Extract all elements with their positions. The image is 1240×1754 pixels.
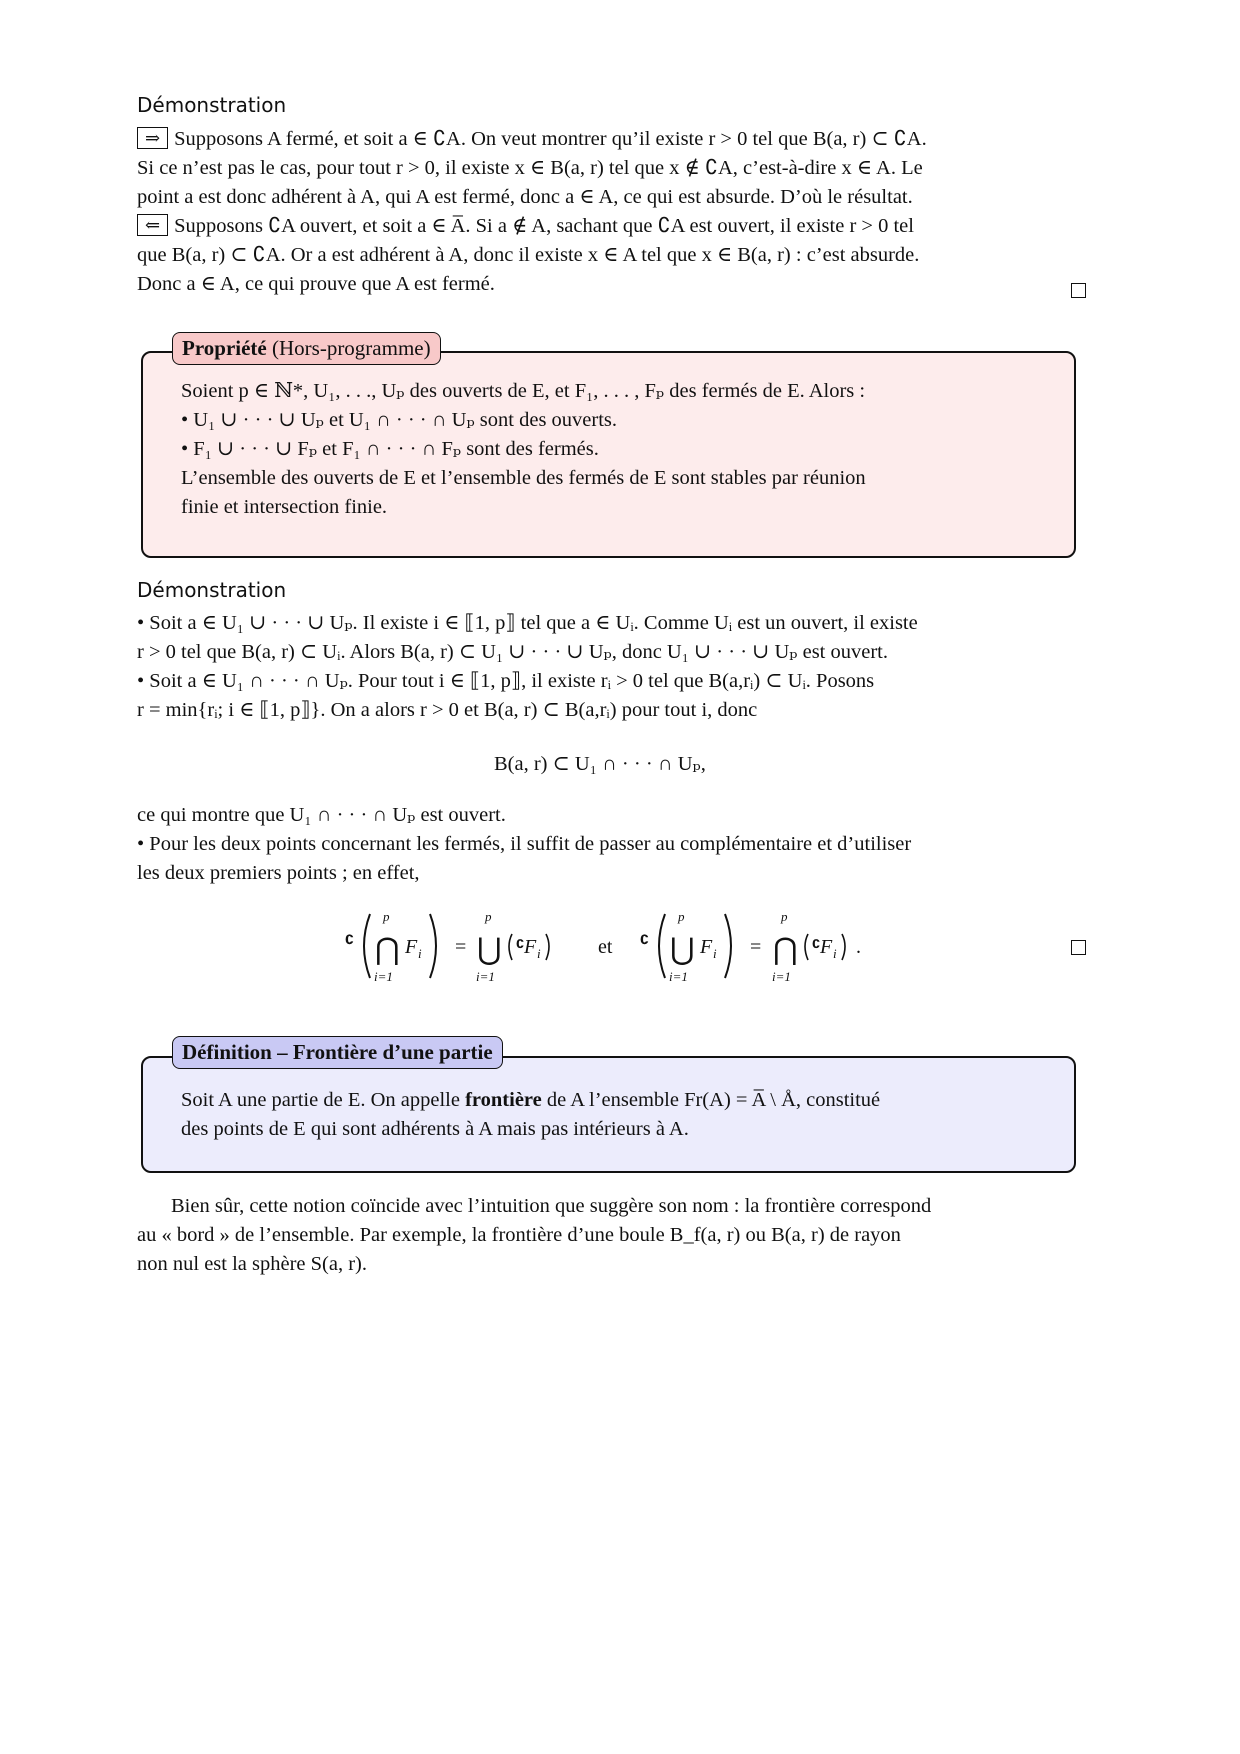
f-i: i: [713, 946, 717, 961]
demo1-line: [137, 125, 1087, 154]
paren-right: [725, 914, 731, 978]
definition-line: des points de E qui sont adhérents à A mais pas intérieurs à A.: [181, 1118, 689, 1140]
f-sup: p: [485, 909, 492, 924]
big-cup-icon: ⋃: [477, 933, 502, 966]
paren-left: [805, 934, 808, 960]
paren-left: [509, 934, 512, 960]
qed-square-icon: [1071, 283, 1086, 298]
definition-title-text: Définition – Frontière d’une partie: [182, 1040, 493, 1064]
definition-term: frontière: [465, 1089, 542, 1111]
complement-icon: ∁: [812, 937, 821, 951]
closing-paragraph: [137, 1192, 1087, 1279]
complement-icon: ∁: [345, 933, 355, 948]
paren-right: [546, 934, 549, 960]
complement-icon: ∁: [640, 933, 650, 948]
paren-right: [842, 934, 845, 960]
f-eq: =: [455, 936, 467, 958]
propriete-line: Soient p ∈ ℕ*, U₁, . . ., Uₚ des ouverts de E, et F₁, . . . , Fₚ des fermés de E. Alors :: [181, 380, 866, 402]
demo1-text: Supposons ∁A ouvert, et soit a ∈ A̅. Si a ∉ A, sachant que ∁A est ouvert, il existe r > 0 tel: [174, 215, 914, 237]
f-et: et: [598, 936, 613, 958]
closing-line: Bien sûr, cette notion coïncide avec l’intuition que suggère son nom : la frontière correspond: [171, 1195, 932, 1217]
big-cap-icon: ⋂: [375, 933, 400, 966]
big-cup-icon: ⋃: [670, 933, 695, 966]
complement-icon: ∁: [516, 937, 525, 951]
definition-line: [181, 1086, 1036, 1115]
demo1-line: que B(a, r) ⊂ ∁A. Or a est adhérent à A, donc il existe x ∈ A tel que x ∈ B(a, r) : c’est absurde.: [137, 244, 920, 266]
demo1-line: Donc a ∈ A, ce qui prouve que A est fermé.: [137, 273, 495, 295]
propriete-title: [172, 332, 441, 365]
f-sub: i=1: [669, 969, 688, 984]
propriete-bullet: • U₁ ∪ · · · ∪ Uₚ et U₁ ∩ · · · ∩ Uₚ sont des ouverts.: [181, 409, 618, 431]
demo1-line: point a est donc adhérent à A, qui A est fermé, donc a ∈ A, ce qui est absurde. D’où le résultat.: [137, 186, 913, 208]
f-sup: p: [678, 909, 685, 924]
paren-left: [659, 914, 665, 978]
definition-text: de A l’ensemble Fr(A) = A̅ \ Å, constitué: [541, 1089, 881, 1111]
demo2-paragraph-a: [137, 609, 1087, 725]
f-sub: i=1: [476, 969, 495, 984]
f-sup: p: [383, 909, 390, 924]
demo1-paragraph: [137, 125, 1087, 299]
f-F: F: [405, 936, 418, 958]
f-eq: =: [750, 936, 762, 958]
display-formula: B(a, r) ⊂ U₁ ∩ · · · ∩ Uₚ,: [494, 753, 706, 775]
demo-label: Démonstration: [137, 93, 287, 117]
demo1-text: Supposons A fermé, et soit a ∈ ∁A. On veut montrer qu’il existe r > 0 tel que B(a, r) ⊂ ∁A.: [174, 128, 927, 150]
propriete-line: L’ensemble des ouverts de E et l’ensemble des fermés de E sont stables par réunion: [181, 467, 866, 489]
implies-left-icon: ⇐: [137, 214, 168, 236]
complement-formula: [330, 906, 890, 986]
definition-content: [181, 1086, 1036, 1144]
demo2-line: les deux premiers points ; en effet,: [137, 862, 420, 884]
f-F: F: [700, 936, 713, 958]
implies-right-icon: ⇒: [137, 127, 168, 149]
propriete-title-rest: (Hors-programme): [272, 336, 431, 360]
paren-right: [430, 914, 436, 978]
f-end: .: [856, 936, 861, 958]
demo2-line: • Soit a ∈ U₁ ∪ · · · ∪ Uₚ. Il existe i ∈ ⟦1, p⟧ tel que a ∈ Uᵢ. Comme Uᵢ est un ouvert, il existe: [137, 612, 918, 634]
closing-line: non nul est la sphère S(a, r).: [137, 1253, 367, 1275]
qed-square-icon: [1071, 940, 1086, 955]
f-i: i: [418, 946, 422, 961]
f-i: i: [833, 946, 837, 961]
demo2-line: r = min{rᵢ; i ∈ ⟦1, p⟧}. On a alors r > 0 et B(a, r) ⊂ B(a,rᵢ) pour tout i, donc: [137, 699, 758, 721]
f-sub: i=1: [374, 969, 393, 984]
demo1-line: [137, 212, 1087, 241]
demo2-line: r > 0 tel que B(a, r) ⊂ Uᵢ. Alors B(a, r) ⊂ U₁ ∪ · · · ∪ Uₚ, donc U₁ ∪ · · · ∪ Uₚ est ouvert.: [137, 641, 888, 663]
closing-line: au « bord » de l’ensemble. Par exemple, la frontière d’une boule B_f(a, r) ou B(a, r) de rayon: [137, 1224, 901, 1246]
paren-left: [364, 914, 370, 978]
demo2-line: • Pour les deux points concernant les fermés, il suffit de passer au complémentaire et d’utiliser: [137, 833, 912, 855]
f-F: F: [524, 936, 537, 958]
big-cap-icon: ⋂: [773, 933, 798, 966]
demo2-line: ce qui montre que U₁ ∩ · · · ∩ Uₚ est ouvert.: [137, 804, 506, 826]
f-sub: i=1: [772, 969, 791, 984]
propriete-line: finie et intersection finie.: [181, 496, 388, 518]
f-i: i: [537, 946, 541, 961]
definition-text: Soit A une partie de E. On appelle: [181, 1089, 466, 1111]
definition-title: [172, 1036, 503, 1069]
f-F: F: [820, 936, 833, 958]
propriete-content: [181, 377, 1036, 522]
f-sup: p: [781, 909, 788, 924]
propriete-title-bold: Propriété: [182, 336, 267, 360]
demo2-line: • Soit a ∈ U₁ ∩ · · · ∩ Uₚ. Pour tout i ∈ ⟦1, p⟧, il existe rᵢ > 0 tel que B(a,rᵢ) ⊂ Uᵢ. Posons: [137, 670, 875, 692]
demo-label: Démonstration: [137, 578, 287, 602]
propriete-bullet: • F₁ ∪ · · · ∪ Fₚ et F₁ ∩ · · · ∩ Fₚ sont des fermés.: [181, 438, 599, 460]
demo1-line: Si ce n’est pas le cas, pour tout r > 0, il existe x ∈ B(a, r) tel que x ∉ ∁A, c’est-à-dire x ∈ A. Le: [137, 157, 923, 179]
demo2-paragraph-b: [137, 801, 1087, 888]
